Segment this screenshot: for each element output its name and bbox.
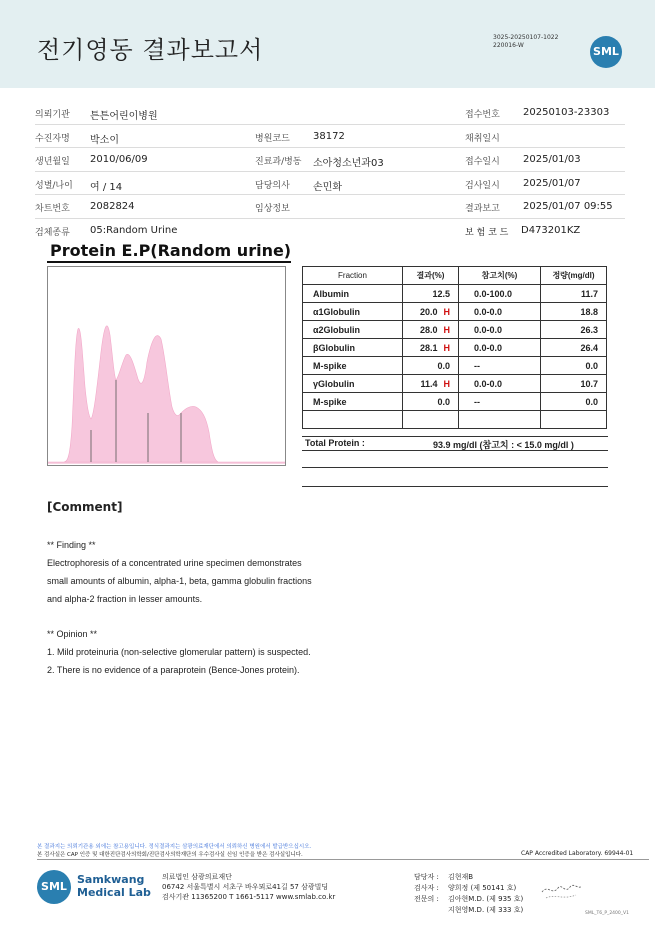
info-value: 2025/01/07 [523, 177, 581, 189]
reference-cell-text: -- [474, 360, 480, 371]
sml-footer-logo-icon: SML [37, 870, 71, 904]
reference-cell [459, 321, 541, 339]
staff-label: 담당자 : [414, 873, 439, 881]
lab-name [77, 873, 151, 899]
fraction-cell [303, 321, 403, 339]
info-value: 박소이 [90, 134, 119, 146]
report-title: 전기영동 결과보고서 [37, 36, 264, 64]
fraction-cell [303, 375, 403, 393]
section-title-underline [47, 261, 291, 263]
reference-cell-text: 0.0-100.0 [474, 288, 513, 299]
reference-cell [459, 339, 541, 357]
lab-address [162, 872, 335, 902]
reference-cell-text: 0.0-0.0 [474, 324, 503, 335]
info-value: 2025/01/03 [523, 154, 581, 165]
result-row [303, 339, 607, 357]
fraction-cell-text: α2Globulin [313, 324, 361, 335]
form-id: SML_T6_P_2400_V1 [585, 911, 629, 916]
fraction-cell [303, 303, 403, 321]
info-label: 담당의사 [255, 180, 290, 191]
result-cell [403, 285, 459, 303]
finding-line: and alpha-2 fraction in lesser amounts. [47, 594, 203, 604]
info-label: 생년월일 [35, 157, 70, 167]
footer-divider [37, 859, 649, 860]
concentration-cell [541, 285, 607, 303]
result-cell-text: 28.1 [419, 342, 438, 353]
fraction-cell-text: Albumin [313, 288, 349, 299]
fraction-cell-text: M-spike [313, 360, 347, 371]
concentration-cell [541, 303, 607, 321]
result-cell-text: 11.4 [420, 378, 438, 389]
result-row [303, 285, 607, 303]
info-label: 진료과/병동 [255, 157, 302, 167]
high-flag: H [443, 378, 450, 389]
staff-value: 김아현M.D. (제 935 호) [448, 895, 524, 903]
staff-label: 검사자 : [414, 884, 439, 892]
fraction-cell-text: βGlobulin [313, 342, 355, 353]
section-title: Protein E.P(Random urine) [50, 241, 292, 260]
info-value: 05:Random Urine [90, 224, 178, 236]
staff-row [414, 894, 523, 905]
info-label: 병원코드 [255, 133, 290, 144]
fraction-cell-text: α1Globulin [313, 306, 361, 317]
result-cell-text: 0.0 [437, 396, 450, 407]
info-label: 성별/나이 [35, 180, 73, 191]
header-reference: 참고치(%) [459, 267, 541, 285]
info-value: 2082824 [90, 201, 135, 212]
concentration-cell-text: 18.8 [580, 306, 598, 317]
info-label: 접수일시 [465, 157, 500, 167]
total-protein-label: Total Protein : [305, 438, 365, 448]
reference-cell [459, 285, 541, 303]
concentration-cell-text: 0.0 [585, 396, 598, 407]
info-row [35, 195, 625, 219]
result-row [303, 357, 607, 375]
result-cell [403, 375, 459, 393]
info-value: D473201KZ [521, 224, 581, 236]
address-line: 06742 서울특별시 서초구 바우뫼로41길 57 삼광빌딩 [162, 883, 329, 891]
header-result: 결과(%) [403, 267, 459, 285]
reference-cell [459, 357, 541, 375]
sml-logo-icon: SML [590, 36, 622, 68]
divider [302, 436, 608, 437]
concentration-cell [541, 411, 607, 429]
result-row [303, 375, 607, 393]
result-cell [403, 303, 459, 321]
info-label: 채취일시 [465, 133, 500, 144]
concentration-cell-text: 0.0 [585, 360, 598, 371]
staff-label: 전문의 : [414, 895, 439, 903]
info-row [35, 219, 625, 243]
finding-line: Electrophoresis of a concentrated urine specimen demonstrates [47, 558, 302, 568]
info-label: 결과보고 [465, 204, 500, 214]
staff-row [414, 872, 523, 883]
fraction-cell-text: M-spike [313, 396, 347, 407]
concentration-cell [541, 393, 607, 411]
finding-title: ** Finding ** [47, 540, 96, 550]
info-label: 차트번호 [35, 204, 70, 214]
footer-certification: 본 검사실은 CAP 인증 및 대한진단검사의학회/진단검사의학재단의 우수검사실 신임 인증을 받은 검사실입니다. [37, 852, 303, 858]
info-row [35, 101, 625, 125]
staff-value: 김현재B [448, 873, 474, 881]
staff-value: 지현영M.D. (제 333 호) [448, 906, 524, 914]
signature-icon [540, 878, 584, 902]
results-body [303, 285, 607, 429]
result-row [303, 411, 607, 429]
total-protein-value: 93.9 mg/dl (참고치 : < 15.0 mg/dl ) [433, 440, 574, 450]
fraction-cell [303, 393, 403, 411]
result-cell-text: 0.0 [437, 360, 450, 371]
concentration-cell-text: 26.3 [580, 324, 598, 335]
reference-cell-text: -- [474, 396, 480, 407]
result-row [303, 303, 607, 321]
high-flag: H [443, 342, 450, 353]
patient-info [35, 101, 625, 242]
divider [302, 450, 608, 451]
address-line: 의료법인 삼광의료재단 [162, 873, 232, 881]
info-label: 검체종류 [35, 227, 70, 238]
reference-cell [459, 393, 541, 411]
results-table [302, 266, 607, 429]
info-row [35, 125, 625, 149]
info-label: 검사일시 [465, 180, 500, 191]
info-value: 손민화 [313, 181, 342, 193]
result-row [303, 393, 607, 411]
info-row [35, 172, 625, 196]
result-cell [403, 393, 459, 411]
reference-cell [459, 375, 541, 393]
info-value: 2010/06/09 [90, 154, 148, 165]
reference-cell-text: 0.0-0.0 [474, 306, 503, 317]
result-cell-text: 12.5 [432, 288, 450, 299]
lab-name-line-2: Medical Lab [77, 886, 151, 899]
header-concentration: 정량(mg/dl) [541, 267, 607, 285]
electrophoresis-curve [48, 267, 285, 465]
reference-cell-text: 0.0-0.0 [474, 378, 503, 389]
header-fraction: Fraction [303, 267, 403, 285]
result-cell-text: 28.0 [419, 324, 438, 335]
fraction-cell [303, 357, 403, 375]
high-flag: H [443, 306, 450, 317]
info-value: 여 / 14 [90, 181, 123, 193]
fraction-cell [303, 285, 403, 303]
info-label: 수진자명 [35, 133, 70, 144]
info-value: 소아청소년과03 [313, 158, 384, 169]
info-label: 보 험 코 드 [465, 227, 509, 238]
fraction-cell [303, 339, 403, 357]
info-label: 접수번호 [465, 110, 500, 120]
fraction-cell-text: γGlobulin [313, 378, 355, 389]
result-cell [403, 411, 459, 429]
results-header-row [303, 267, 607, 285]
electrophoresis-graph [47, 266, 286, 466]
reference-cell [459, 303, 541, 321]
info-value: 38172 [313, 130, 345, 142]
report-header [0, 0, 655, 88]
concentration-cell [541, 357, 607, 375]
info-value: 20250103-23303 [523, 107, 610, 118]
footer-notice: 본 결과지는 의뢰기관용 외에는 참고용입니다. 정식결과지는 삼광의료재단에서 의뢰하신 병원에서 발급받으십시오. [37, 844, 312, 850]
result-cell [403, 321, 459, 339]
result-row [303, 321, 607, 339]
reference-cell [459, 411, 541, 429]
high-flag: H [443, 324, 450, 335]
address-line: 검사기관 11365200 T 1661-5117 www.smlab.co.kr [162, 893, 336, 901]
densitometry-trace [48, 326, 285, 462]
concentration-cell [541, 375, 607, 393]
staff-row [414, 905, 523, 916]
staff-value: 양희정 (제 50141 호) [448, 884, 517, 892]
concentration-cell [541, 321, 607, 339]
opinion-line: 2. There is no evidence of a paraprotein (Bence-Jones protein). [47, 665, 300, 675]
divider [302, 486, 608, 487]
concentration-cell-text: 10.7 [580, 378, 598, 389]
info-label: 의뢰기관 [35, 110, 70, 120]
concentration-cell-text: 26.4 [580, 342, 598, 353]
concentration-cell-text: 11.7 [580, 288, 598, 299]
document-id-line-2: 220016-W [493, 42, 524, 49]
result-cell-text: 20.0 [419, 306, 438, 317]
opinion-line: 1. Mild proteinuria (non-selective glomerular pattern) is suspected. [47, 647, 311, 657]
reference-cell-text: 0.0-0.0 [474, 342, 503, 353]
info-row [35, 148, 625, 172]
staff-list [414, 872, 523, 916]
cap-accreditation: CAP Accredited Laboratory. 69944-01 [521, 850, 634, 857]
document-id [493, 34, 558, 50]
comment-heading: [Comment] [47, 500, 123, 514]
info-label: 임상정보 [255, 204, 290, 214]
lab-name-line-1: Samkwang [77, 873, 145, 886]
info-value: 튼튼어린이병원 [90, 111, 158, 122]
opinion-title: ** Opinion ** [47, 629, 98, 639]
finding-line: small amounts of albumin, alpha-1, beta, gamma globulin fractions [47, 576, 312, 586]
document-id-line-1: 3025-20250107-1022 [493, 34, 559, 41]
fraction-cell [303, 411, 403, 429]
result-cell [403, 339, 459, 357]
divider [302, 467, 608, 468]
concentration-cell [541, 339, 607, 357]
result-cell [403, 357, 459, 375]
staff-row [414, 883, 523, 894]
info-value: 2025/01/07 09:55 [523, 201, 613, 212]
